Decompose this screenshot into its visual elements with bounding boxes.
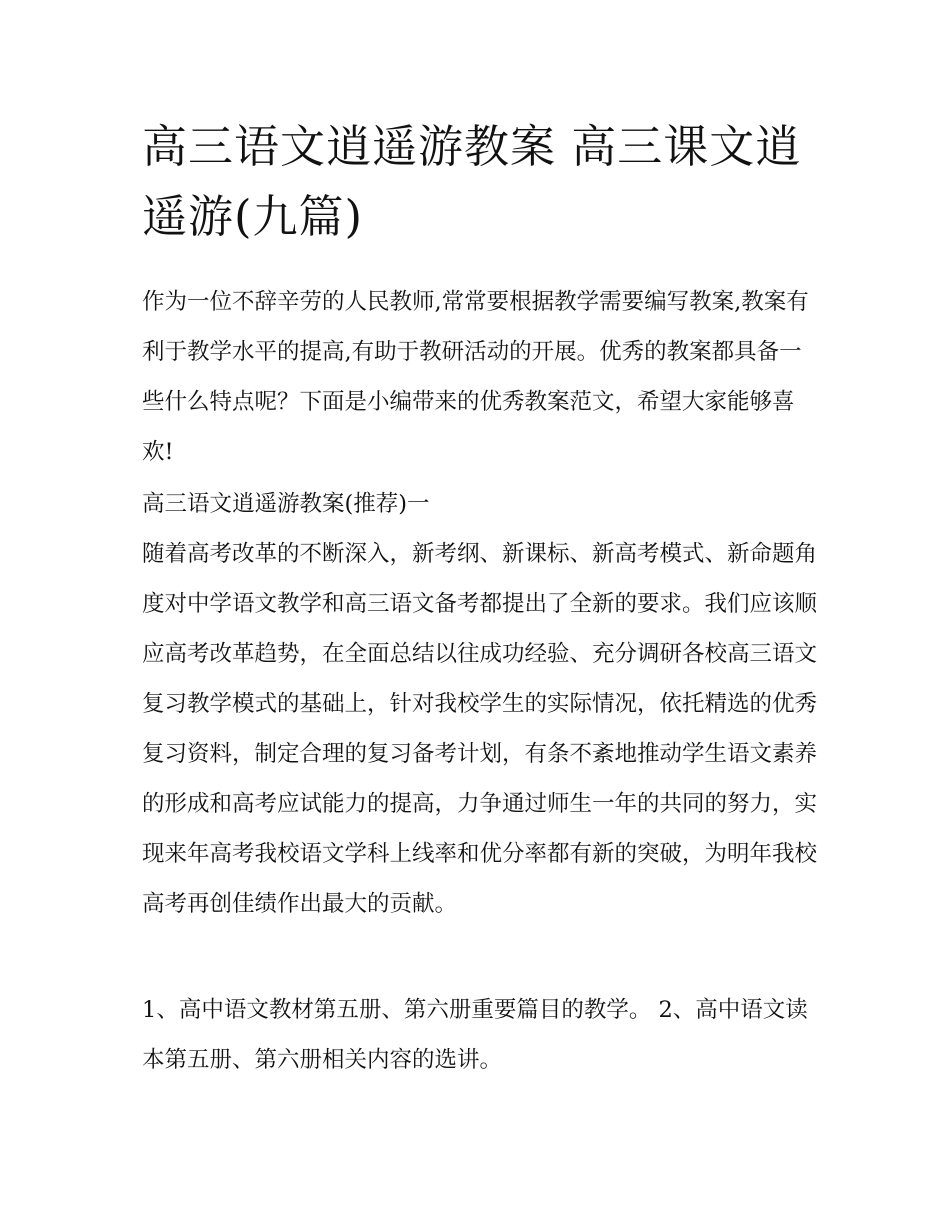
intro-paragraph: 作为一位不辞辛劳的人民教师,常常要根据教学需要编写教案,教案有利于教学水平的提高,有助于教研活动的开展。优秀的教案都具备一些什么特点呢？下面是小编带来的优秀教案范文，希望大家能够喜欢! (142, 289, 809, 465)
content-list-paragraph: 1、高中语文教材第五册、第六册重要篇目的教学。 2、高中语文读本第五册、第六册相关内容的选讲。 (142, 997, 808, 1073)
document-title: 高三语文逍遥游教案 高三课文逍遥游(九篇) (142, 120, 802, 243)
section-heading: 高三语文逍遥游教案(推荐)一 (142, 491, 430, 517)
body-paragraph: 随着高考改革的不断深入，新考纲、新课标、新高考模式、新命题角度对中学语文教学和高三语文备考都提出了全新的要求。我们应该顺应高考改革趋势，在全面总结以往成功经验、充分调研各校高三语文复习教学模式的基础上，针对我校学生的实际情况，依托精选的优秀复习资料，制定合理的复习备考计划，有条不紊地推动学生语文素养的形成和高考应试能力的提高，力争通过师生一年的共同的努力，实现来年高考我校语文学科上线率和优分率都有新的突破，为明年我校高考再创佳绩作出最大的贡献。 (142, 541, 818, 917)
